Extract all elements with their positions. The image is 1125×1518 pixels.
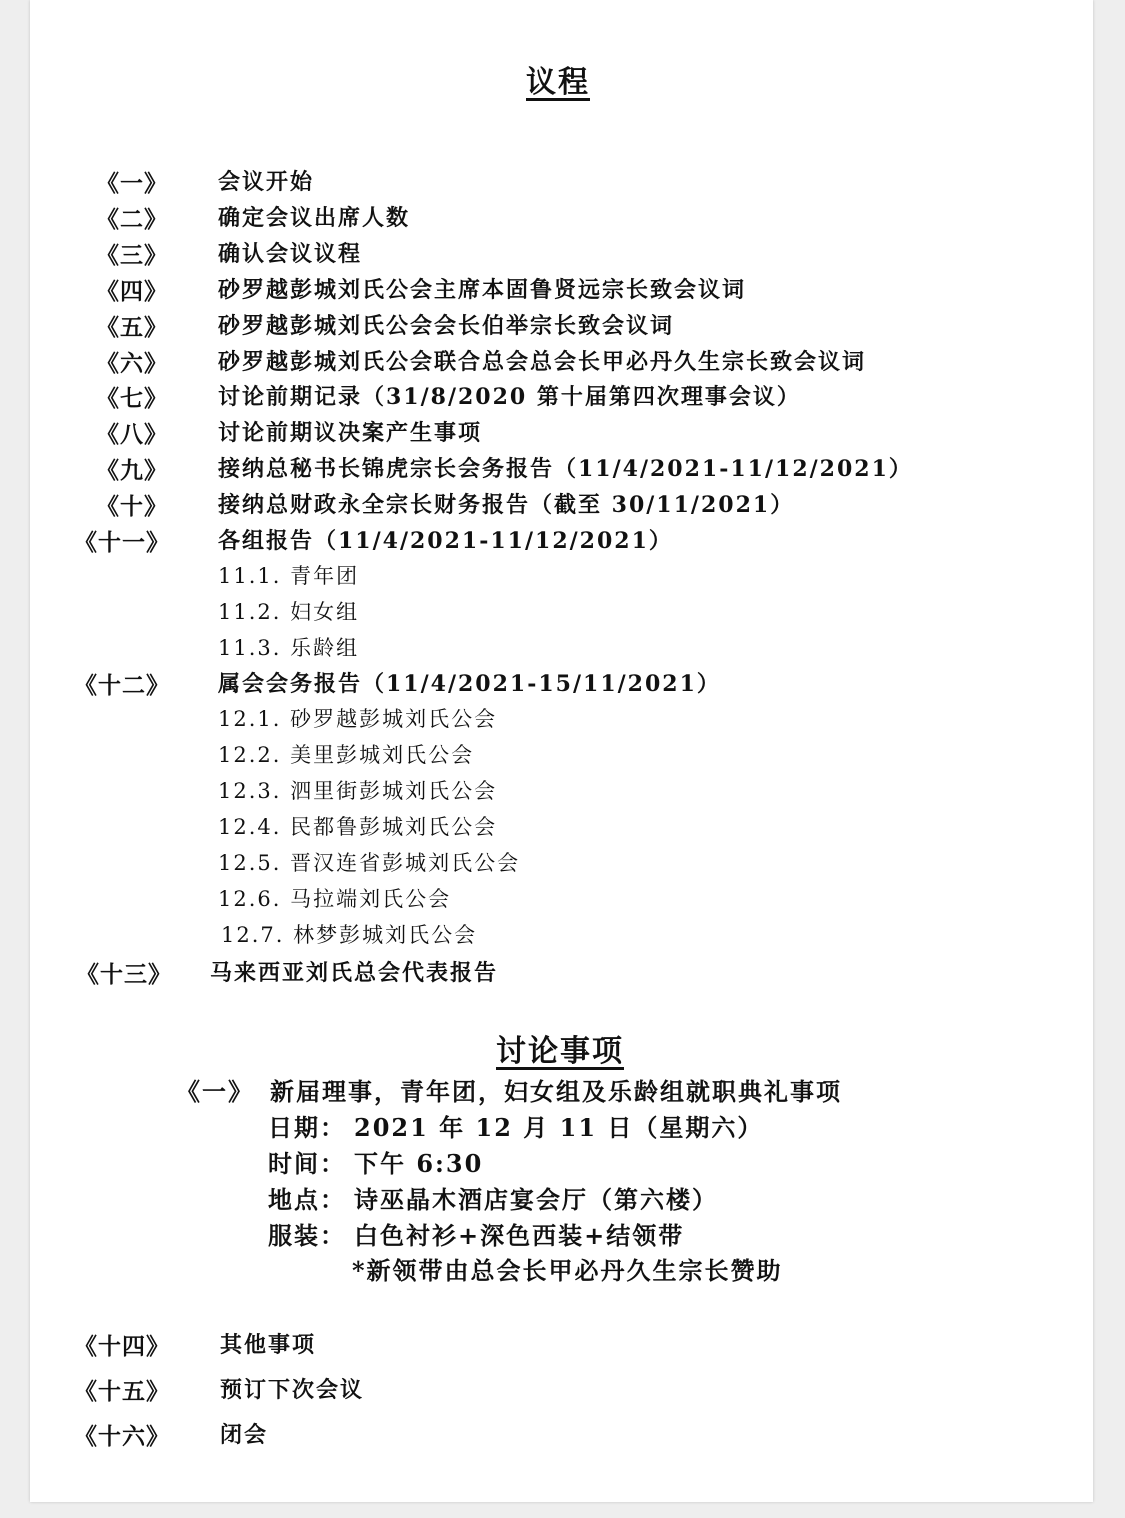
agenda-item-text: 各组报告（11/4/2021-11/12/2021） (218, 528, 673, 554)
agenda-item-text: 其他事项 (220, 1332, 317, 1358)
agenda-item-num: 《十一》 (74, 529, 170, 556)
agenda-item-num: 《十》 (96, 493, 168, 520)
agenda-item-num: 《十四》 (74, 1333, 170, 1360)
agenda-item-text: 砂罗越彭城刘氏公会联合总会总会长甲必丹久生宗长致会议词 (218, 349, 867, 375)
subitem: 11.1. 青年团 (218, 564, 360, 588)
agenda-item-text: 会议开始 (218, 169, 315, 195)
agenda-item-text: 讨论前期议决案产生事项 (218, 420, 483, 446)
agenda-item-num: 《十五》 (74, 1378, 170, 1405)
agenda-item-num: 《三》 (96, 242, 168, 269)
agenda-item-num: 《十三》 (76, 961, 172, 988)
subitem: 11.3. 乐龄组 (218, 636, 360, 660)
agenda-item-text: 砂罗越彭城刘氏公会会长伯举宗长致会议词 (218, 313, 675, 339)
detail-value: 下午 6:30 (354, 1149, 484, 1178)
subitem: 12.1. 砂罗越彭城刘氏公会 (218, 707, 498, 731)
subitem: 12.5. 晋汉连省彭城刘氏公会 (218, 851, 521, 875)
agenda-item-text: 确定会议出席人数 (218, 205, 411, 231)
agenda-item-num: 《五》 (96, 314, 168, 341)
agenda-item-num: 《十六》 (74, 1423, 170, 1450)
agenda-item-num: 《七》 (96, 385, 168, 412)
agenda-title: 议程 (526, 65, 590, 100)
subitem: 11.2. 妇女组 (218, 600, 360, 624)
discussion-heading: 新届理事，青年团，妇女组及乐龄组就职典礼事项 (270, 1077, 842, 1106)
agenda-item-text: 接纳总财政永全宗长财务报告（截至 30/11/2021） (218, 492, 795, 518)
detail-label: 时间： (268, 1149, 346, 1178)
subitem: 12.3. 泗里街彭城刘氏公会 (218, 779, 498, 803)
agenda-item-text: 属会会务报告（11/4/2021-15/11/2021） (218, 671, 721, 697)
agenda-item-num: 《四》 (96, 278, 168, 305)
detail-label: 地点： (268, 1185, 346, 1214)
subitem: 12.7. 林梦彭城刘氏公会 (221, 923, 478, 947)
discussion-note: *新领带由总会长甲必丹久生宗长赞助 (352, 1256, 783, 1285)
detail-value: 诗巫晶木酒店宴会厅（第六楼） (354, 1185, 718, 1214)
agenda-item-text: 讨论前期记录（31/8/2020 第十届第四次理事会议） (218, 384, 801, 410)
subitem: 12.6. 马拉端刘氏公会 (218, 887, 452, 911)
agenda-item-num: 《六》 (96, 350, 168, 377)
subitem: 12.4. 民都鲁彭城刘氏公会 (218, 815, 498, 839)
agenda-item-text: 砂罗越彭城刘氏公会主席本固鲁贤远宗长致会议词 (218, 277, 747, 303)
agenda-item-text: 预订下次会议 (220, 1377, 365, 1403)
subitem: 12.2. 美里彭城刘氏公会 (218, 743, 475, 767)
agenda-item-num: 《九》 (96, 457, 168, 484)
agenda-item-num: 《一》 (96, 170, 168, 197)
detail-label: 服装： (268, 1221, 346, 1250)
agenda-item-text: 确认会议议程 (218, 241, 363, 267)
agenda-item-text: 闭会 (220, 1422, 269, 1448)
agenda-item-text: 马来西亚刘氏总会代表报告 (210, 960, 499, 986)
detail-value: 白色衬衫+深色西装+结领带 (354, 1221, 685, 1250)
agenda-item-num: 《十二》 (74, 672, 170, 699)
discussion-num: 《一》 (176, 1077, 254, 1106)
agenda-item-num: 《八》 (96, 421, 168, 448)
discussion-title: 讨论事项 (496, 1034, 624, 1069)
agenda-item-text: 接纳总秘书长锦虎宗长会务报告（11/4/2021-11/12/2021） (218, 456, 913, 482)
agenda-item-num: 《二》 (96, 206, 168, 233)
document-page (30, 0, 1093, 1502)
detail-label: 日期： (268, 1113, 346, 1142)
detail-value: 2021 年 12 月 11 日（星期六） (354, 1113, 764, 1142)
